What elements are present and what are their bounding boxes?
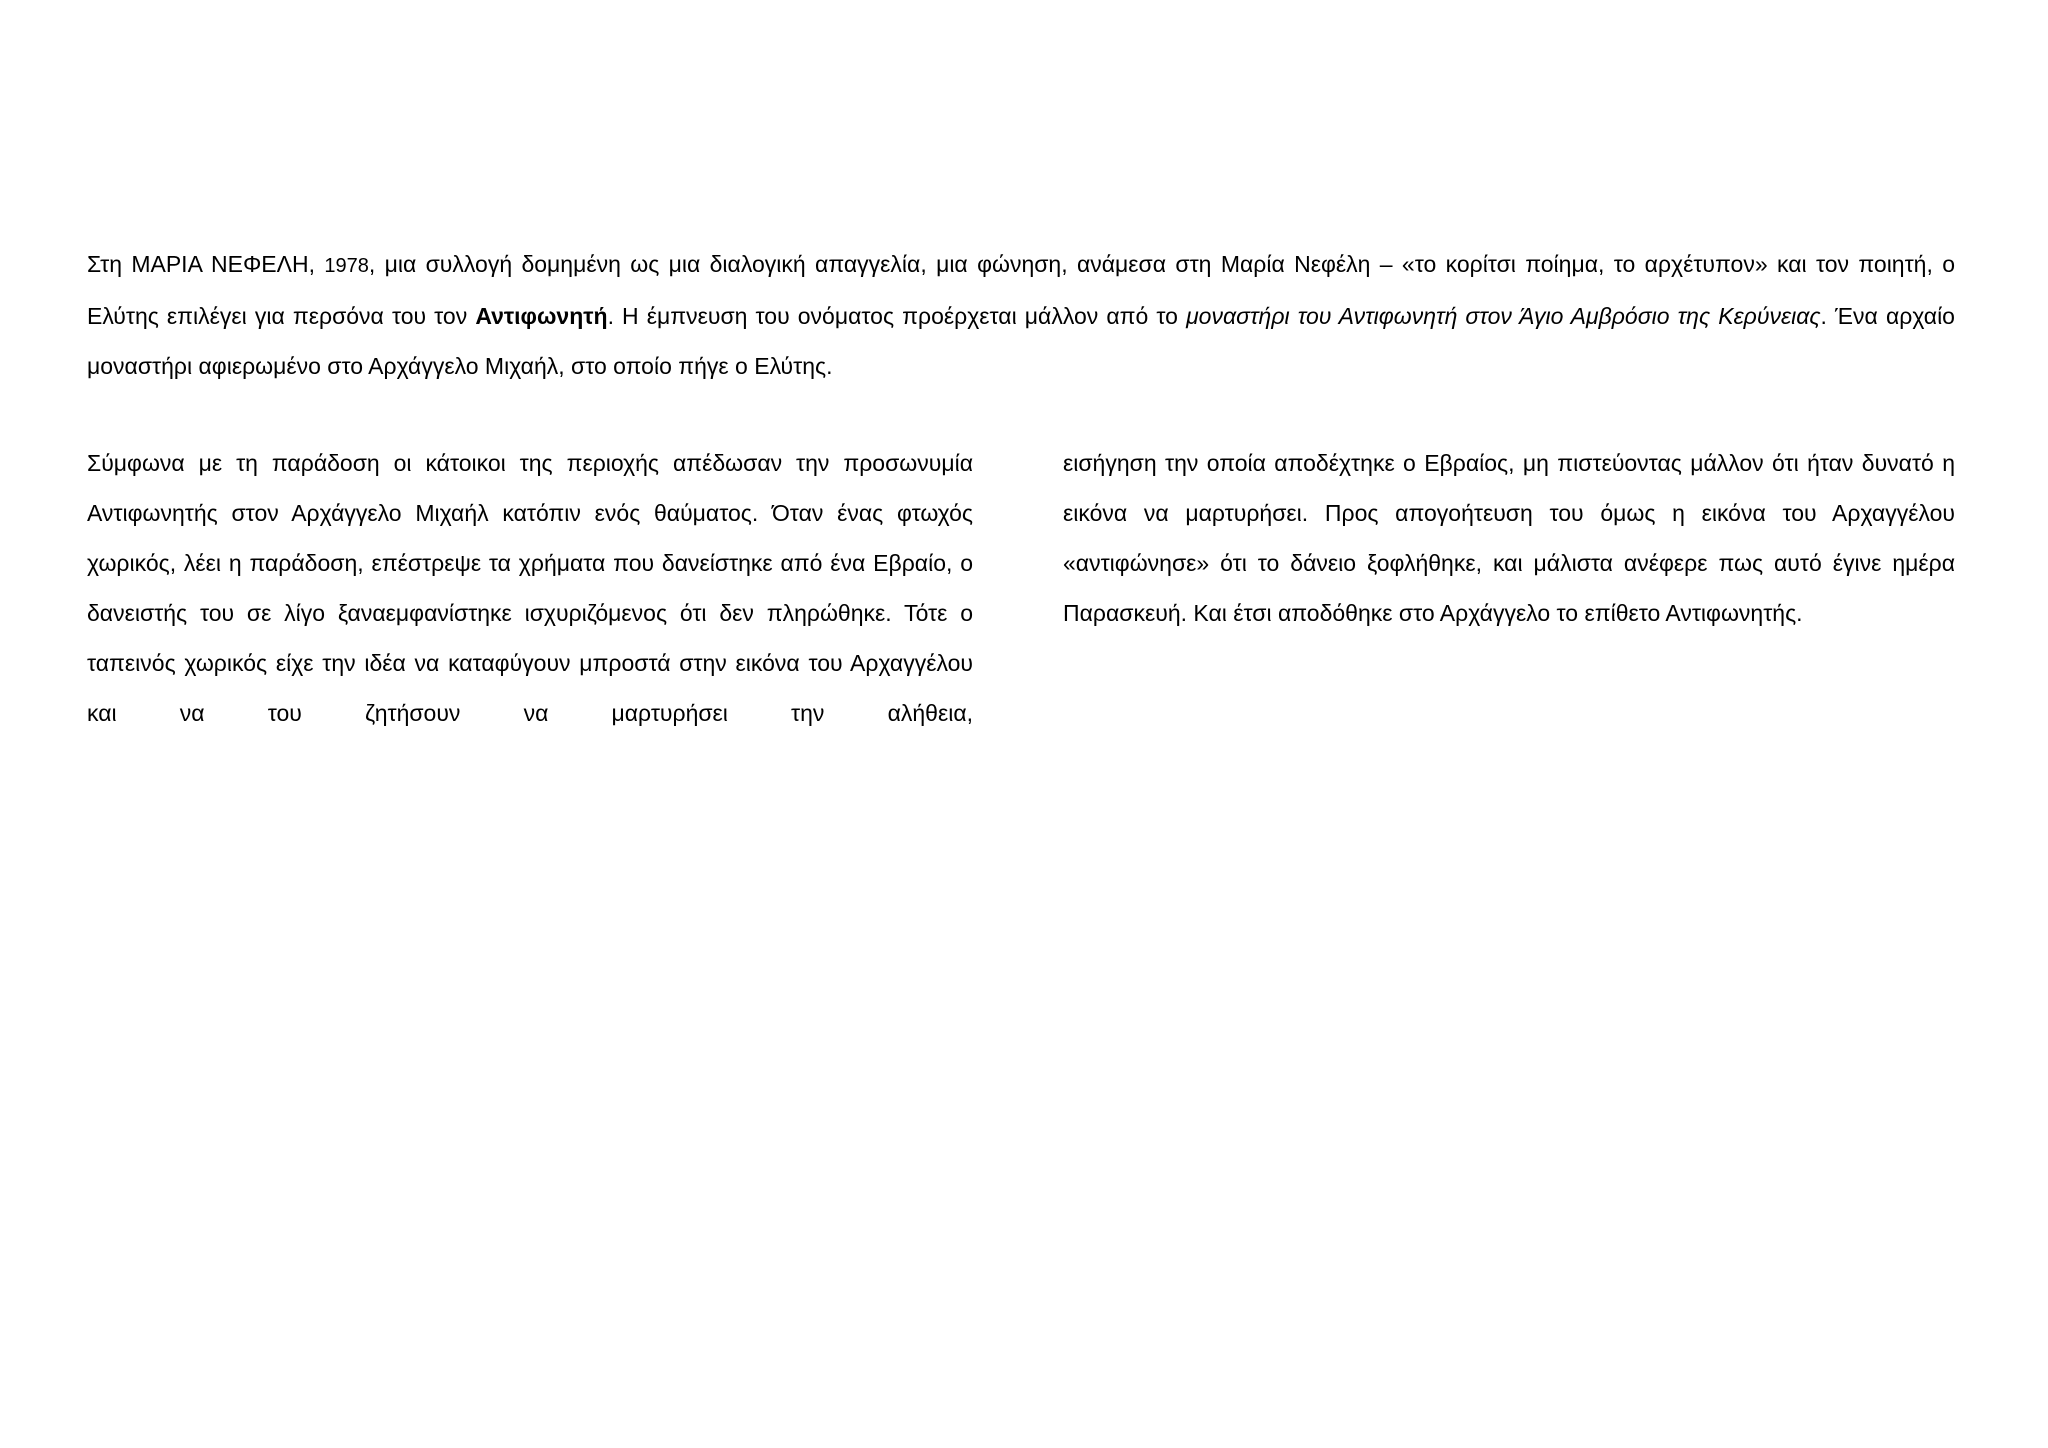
column-left-paragraph: Σύμφωνα με τη παράδοση οι κάτοικοι της περιοχής απέδωσαν την προσωνυμία Αντιφωνητής στον Αρχάγγελο Μιχαήλ κατόπιν ενός θαύματος. Όταν ένας φτωχός χωρικός, λέει η παράδοση, επέστρεψε τα χρήματα που δανείστηκε από ένα Εβραίο, ο δανειστής του σε λίγο ξαναεμφανίστηκε ισχυριζόμενος ότι δεν πληρώθηκε. Τότε ο ταπεινός χωρικός είχε την ιδέα να καταφύγουν μπροστά στην εικόνα του Αρχαγγέλου και να του ζητήσουν να μαρτυρήσει την αλήθεια, [87, 450, 973, 726]
intro-prefix: Στη [87, 251, 132, 277]
intro-text-2: . Η έμπνευση του ονόματος προέρχεται μάλλον από το [607, 303, 1187, 329]
intro-text-1: , μια συλλογή δομημένη ως μια διαλογική απαγγελία, μια φώνηση, ανάμεσα στη Μαρία Νεφέλη – «το κορίτσι ποίημα, το αρχέτυπον» και τον ποιητή, ο Ελύτης επιλέγει για περσόνα του τον [87, 251, 1955, 329]
persona-name: Αντιφωνητή [475, 303, 608, 329]
intro-separator: , [308, 251, 325, 277]
column-right-paragraph: εισήγηση την οποία αποδέχτηκε ο Εβραίος, μη πιστεύοντας μάλλον ότι ήταν δυνατό η εικόνα να μαρτυρήσει. Προς απογοήτευση του όμως η εικόνα του Αρχαγγέλου «αντιφώνησε» ότι το δάνειο ξοφλήθηκε, και μάλιστα ανέφερε πως αυτό έγινε ημέρα Παρασκευή. Και έτσι αποδόθηκε στο Αρχάγγελο το επίθετο Αντιφωνητής. [1063, 450, 1955, 626]
monastery-reference: μοναστήρι του Αντιφωνητή στον Άγιο Αμβρόσιο της Κερύνειας [1186, 303, 1821, 329]
collection-title: ΜΑΡΙΑ ΝΕΦΕΛΗ [131, 251, 309, 277]
intro-text-3: . Ένα αρχαίο μοναστήρι αφιερωμένο στο Αρχάγγελο Μιχαήλ, στο οποίο πήγε ο Ελύτης. [87, 303, 1955, 379]
publication-year: 1978 [324, 255, 369, 277]
intro-paragraph [87, 239, 1955, 391]
